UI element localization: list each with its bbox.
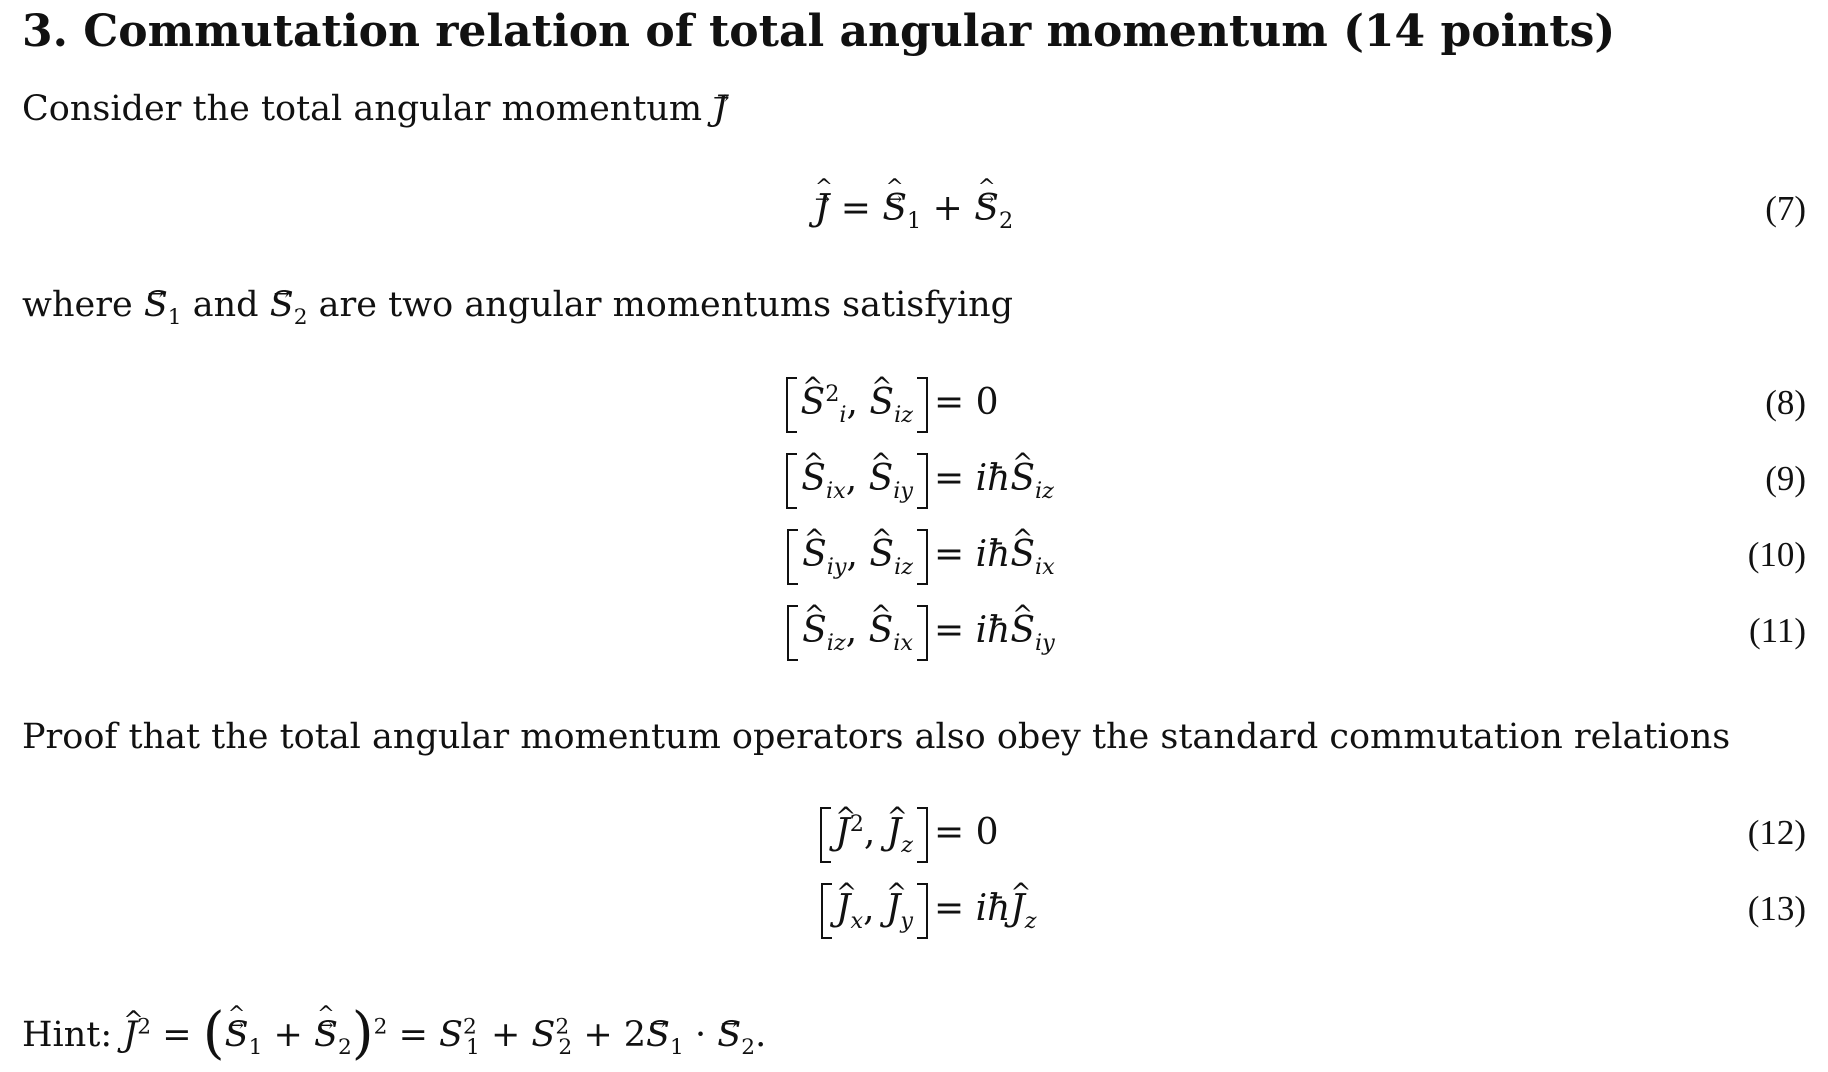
intro-text: Consider the total angular momentum [22,89,703,129]
s1-symbol: S → [144,282,168,328]
equation-number-11: (11) [1748,611,1806,650]
problem-heading: 3. Commutation relation of total angular momentum (14 points) [22,6,1616,57]
equation-11-row [0,598,1828,664]
equation-number-13: (13) [1747,889,1806,928]
eq13-rhs: = iħ^ $J_z$ [934,876,1037,942]
s2-sub: 2 [293,305,308,330]
eq7-s1: ^ S → [882,176,907,242]
eq7-s1-sub: 1 [907,208,922,235]
eq9-rhs: = iħ^ $S_{iz}$ [934,446,1054,512]
eq10-rhs: = iħ^ $S_{ix}$ [934,522,1055,588]
eq12-lhs: ^ $J^2$, ^ $J_z$ [820,800,928,866]
and-word: and [192,285,259,325]
where-word: where [22,285,133,325]
eq13-lhs: ^ $J_x$, ^ $J_y$ [821,876,928,942]
intro-paragraph [22,86,727,132]
equation-number-10: (10) [1747,535,1806,574]
eq10-lhs: ^ $S_{iy}$, ^ $S_{iz}$ [787,522,928,588]
where-rest-text: are two angular momentums satisfying [318,285,1014,325]
equation-number-7: (7) [1765,189,1806,228]
eq12-rhs: = 0 [934,812,999,853]
equation-13-row [0,876,1828,942]
hint-j: ^ J [123,1005,137,1065]
hint-label: Hint: [22,1015,113,1055]
equation-number-9: (9) [1765,459,1806,498]
equation-9-row [0,446,1828,512]
proof-paragraph: Proof that the total angular momentum operators also obey the standard commutation relations [22,717,1731,757]
eq7-lhs: ^ J → [815,176,829,242]
equation-7: ^ J → = ^ $S \to_1$ + ^ $S \to_2$ [0,176,1828,242]
equation-8-row [0,370,1828,436]
eq7-s2-sub: 2 [998,208,1014,235]
equation-number-8: (8) [1765,383,1806,422]
where-paragraph [22,282,1013,328]
eq11-rhs: = iħ^ $S_{iy}$ [934,598,1055,664]
hint-line: Hint: ^ $J^2$ = (^ $S \to_1$ + ^ $S \to_2)^2 = S^2_1 + S^2_2 + 2S \to_1 \cdot S \to_2$. [22,1004,766,1065]
equation-12-row [0,800,1828,866]
equation-7-row [0,176,1828,242]
vector-j-symbol: J → [713,86,727,132]
eq7-s2: ^ S → [974,176,999,242]
eq8-rhs: = 0 [934,382,999,423]
eq8-lhs: ^ $S^2_i$, ^ $S_{iz}$ [786,370,928,436]
eq8-op-a: ^ S [801,370,826,436]
equation-number-12: (12) [1747,813,1806,852]
eq11-lhs: ^ $S_{iz}$, ^ $S_{ix}$ [787,598,928,664]
equation-10-row [0,522,1828,588]
s2-symbol: S → [270,282,294,328]
s1-sub: 1 [167,305,182,330]
eq9-lhs: ^ $S_{ix}$, ^ $S_{iy}$ [786,446,928,512]
eq8-op-b: ^ S [869,370,894,436]
